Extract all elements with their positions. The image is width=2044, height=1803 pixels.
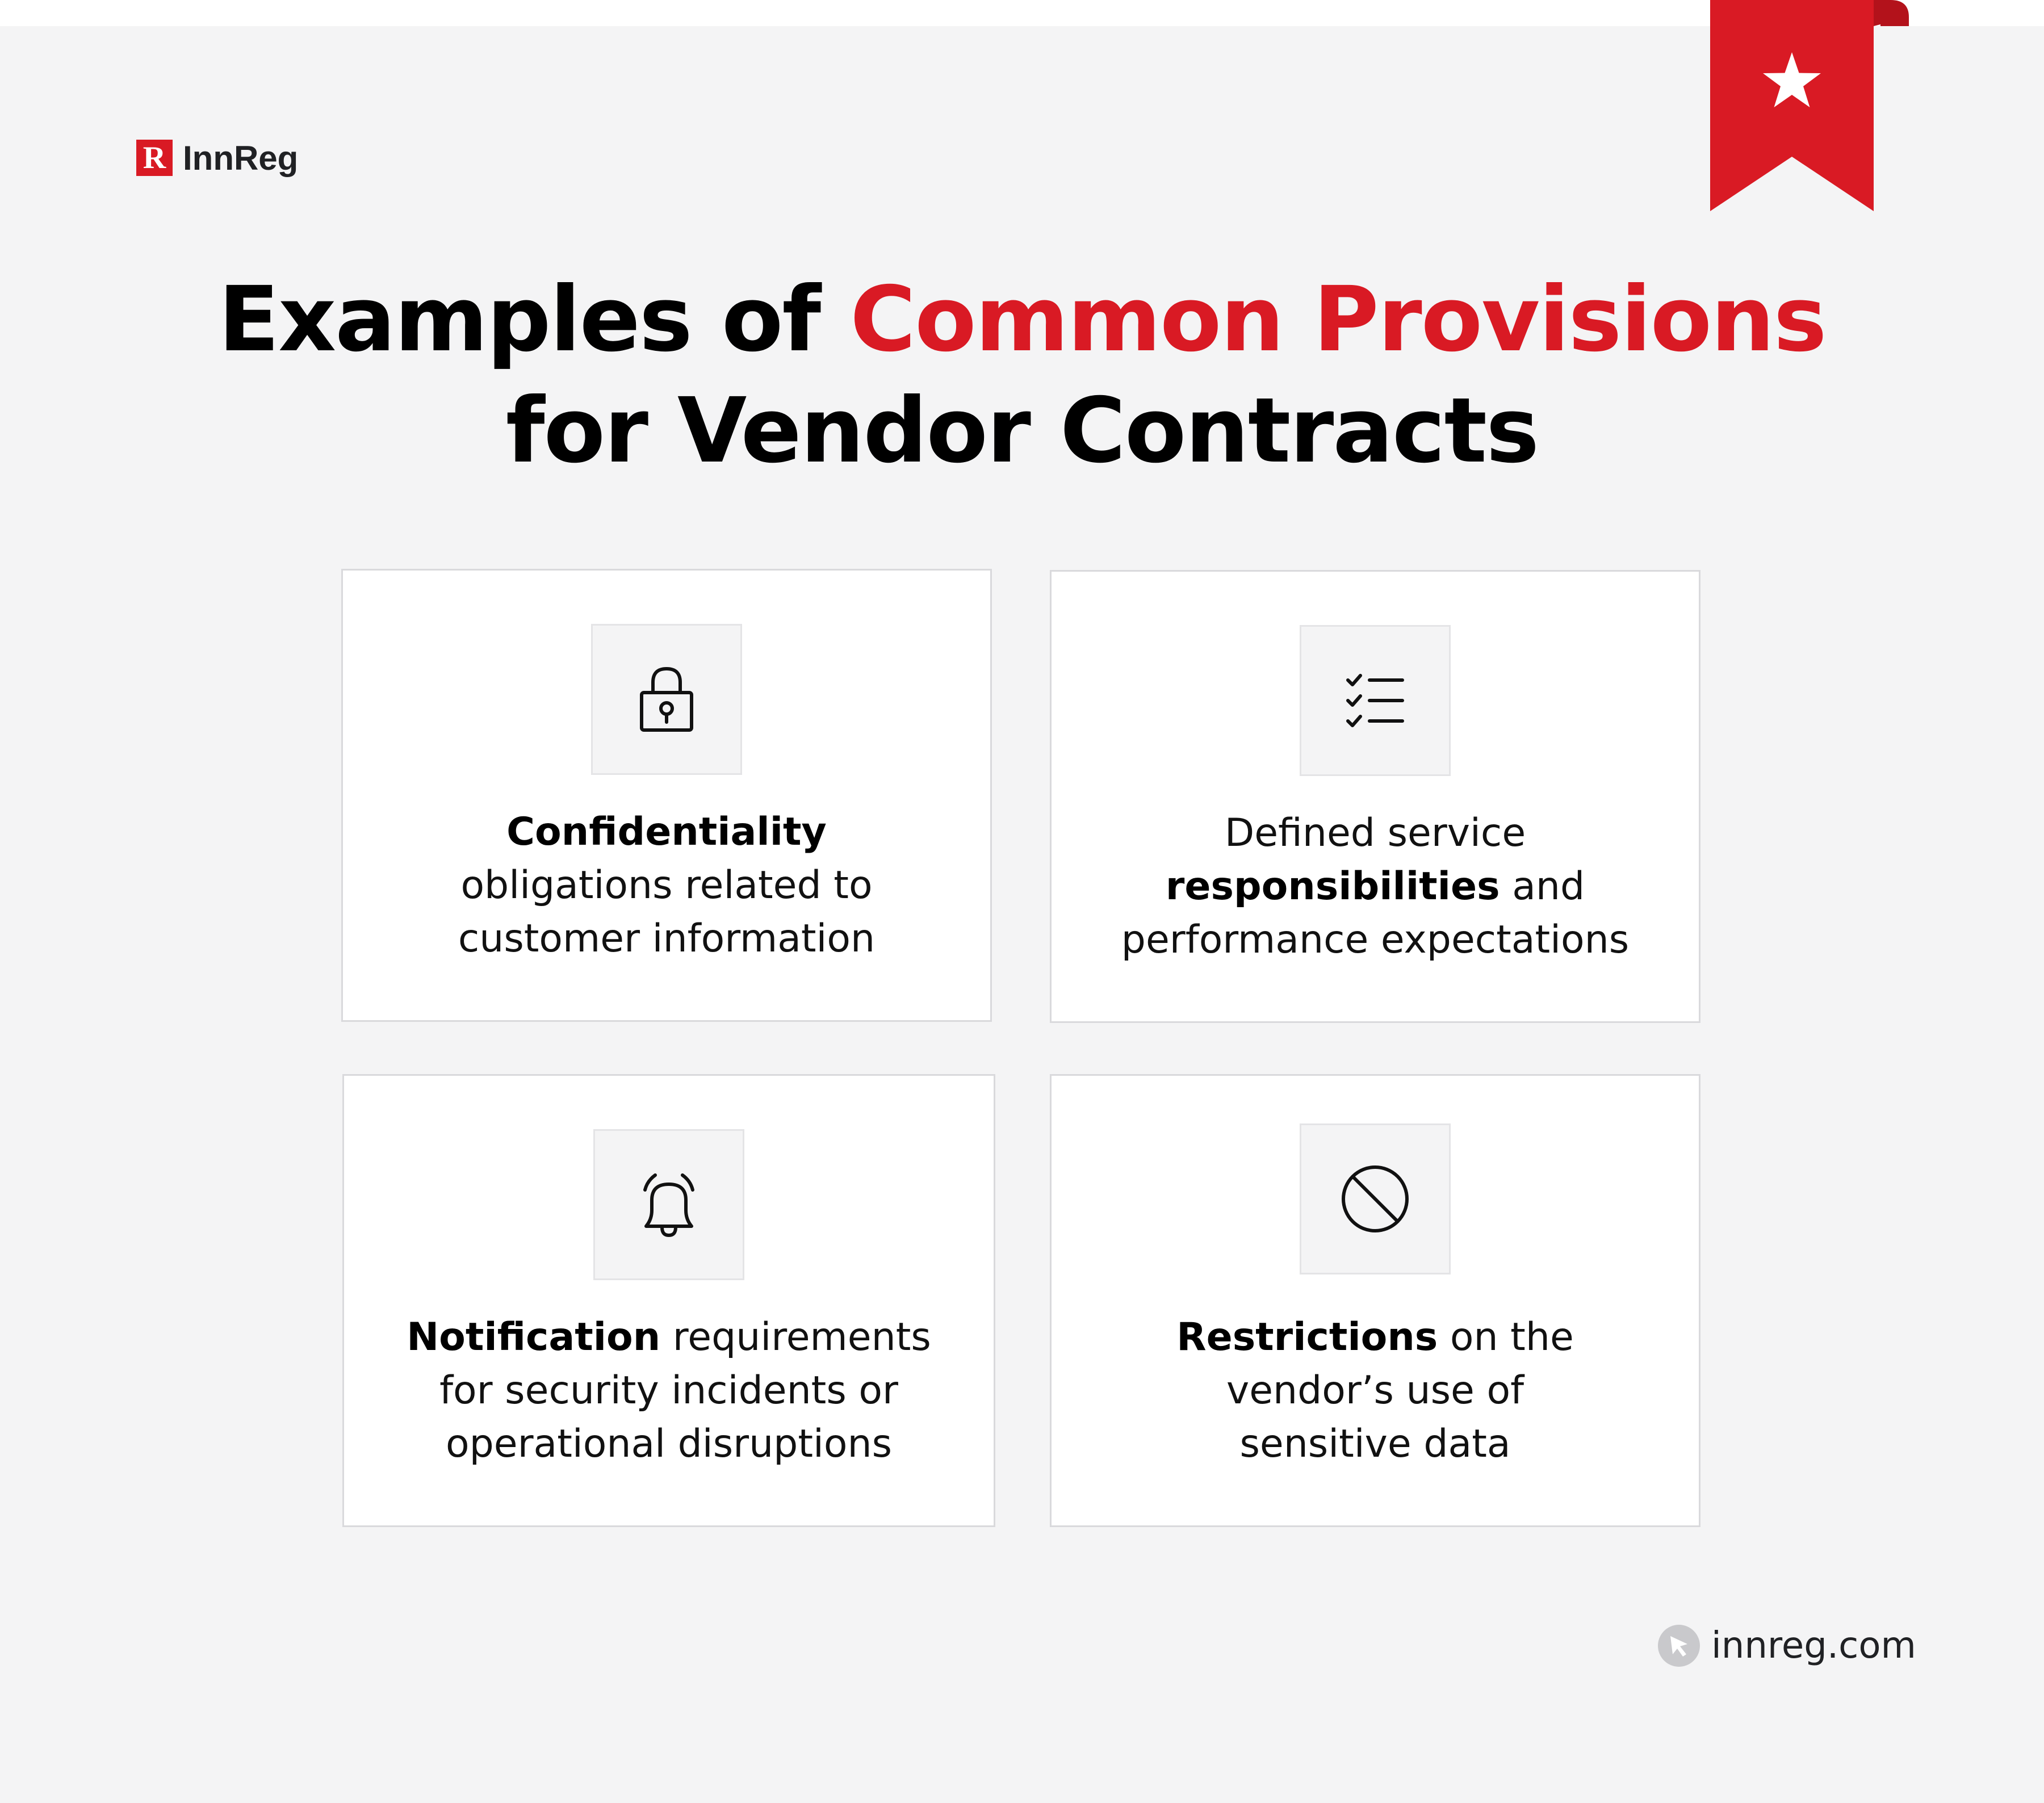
provision-card-responsibilities: [1050, 570, 1700, 1023]
card-line: [1052, 860, 1699, 913]
card-line: [343, 859, 990, 912]
title-part-1: Examples of: [218, 267, 851, 372]
provision-card-restrictions: [1050, 1074, 1700, 1527]
card-line-text: sensitive data: [1239, 1422, 1511, 1466]
cursor-icon: [1657, 1624, 1701, 1668]
card-description: [1052, 807, 1699, 967]
brand-name: InnReg: [183, 139, 299, 177]
title-accent: Common Provisions: [850, 267, 1826, 372]
card-line: [1052, 1418, 1699, 1471]
card-line: [343, 912, 990, 966]
card-line-text: performance expectations: [1121, 917, 1630, 962]
card-line: [1052, 913, 1699, 967]
card-line-text: operational disruptions: [445, 1422, 893, 1466]
checklist-icon: [1335, 661, 1415, 740]
logo-mark: R: [136, 140, 173, 176]
card-line: [344, 1418, 994, 1471]
icon-tile: [593, 1129, 744, 1280]
card-line-bold: Notification: [407, 1315, 661, 1360]
card-line-bold: responsibilities: [1165, 864, 1500, 909]
card-line-text: and: [1500, 864, 1585, 909]
card-line: [343, 806, 990, 859]
card-line: [344, 1364, 994, 1418]
website-url[interactable]: innreg.com: [1711, 1625, 1916, 1667]
card-line: [1052, 1311, 1699, 1364]
provision-card-notification: [342, 1074, 995, 1527]
card-description: [344, 1311, 994, 1471]
card-description: [1052, 1311, 1699, 1471]
card-line-text: Defined service: [1224, 811, 1526, 856]
card-line-text: on the: [1438, 1315, 1574, 1360]
icon-tile: [1300, 625, 1451, 776]
bookmark-ribbon-icon: [1710, 0, 1909, 211]
icon-tile: [591, 624, 742, 775]
page-title: [0, 264, 2044, 487]
brand-logo: [136, 140, 298, 176]
card-line-text: for security incidents or: [439, 1368, 898, 1413]
card-line: [344, 1311, 994, 1364]
lock-icon: [627, 660, 706, 739]
alarm-bell-icon: [629, 1165, 709, 1244]
card-line-bold: Restrictions: [1176, 1315, 1438, 1360]
website-link[interactable]: [1657, 1622, 1916, 1669]
title-line-2: for Vendor Contracts: [505, 379, 1539, 483]
card-line: [1052, 1364, 1699, 1418]
card-line-text: customer information: [458, 916, 876, 961]
title-line-1: [0, 264, 2044, 375]
icon-tile: [1300, 1123, 1451, 1274]
card-description: [343, 806, 990, 966]
card-line-text: obligations related to: [460, 863, 873, 908]
provision-card-confidentiality: [341, 569, 992, 1022]
card-line-text: vendor’s use of: [1226, 1368, 1524, 1413]
card-line-bold: Confidentiality: [506, 810, 827, 854]
prohibited-icon: [1335, 1159, 1415, 1239]
card-line-text: requirements: [660, 1315, 931, 1360]
card-line: [1052, 807, 1699, 860]
